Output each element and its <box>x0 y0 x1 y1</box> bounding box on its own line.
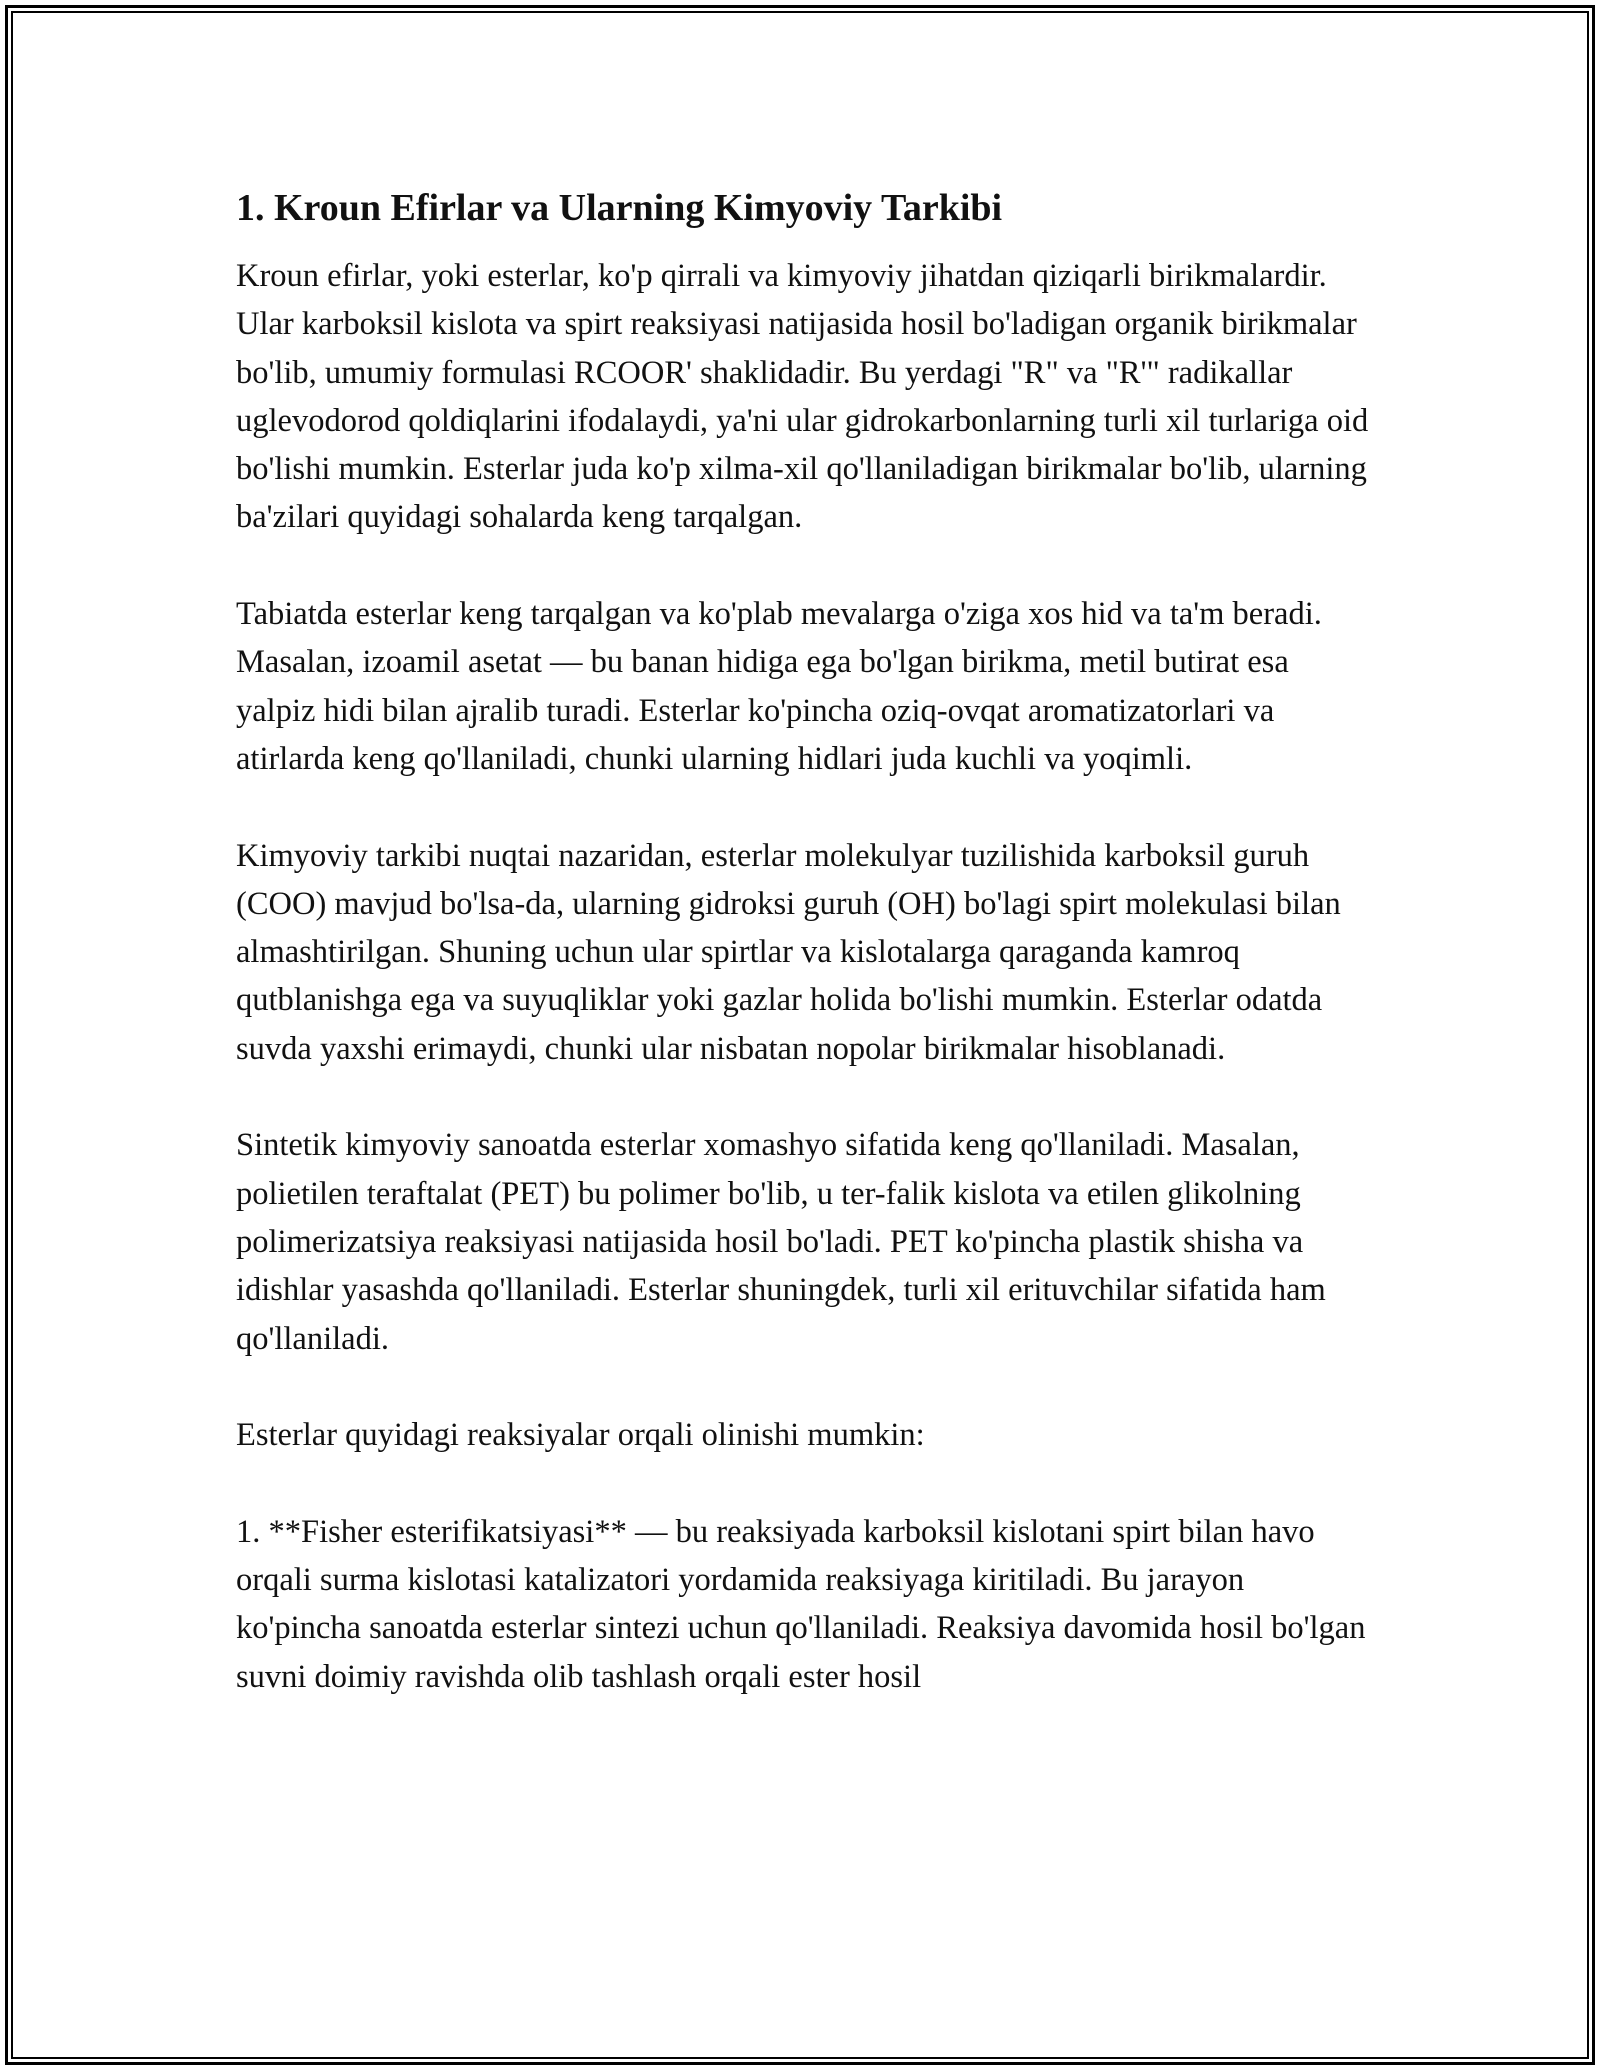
paragraph-intro: Kroun efirlar, yoki esterlar, ko'p qirrali va kimyoviy jihatdan qiziqarli birikmalardir. Ular karboksil kislota va spirt reaksiyasi natijasida hosil bo'ladigan organik birikmalar bo'lib, umumiy formulasi RCOOR' shaklidadir. Bu yerdagi "R" va "R'" radikallar uglevodorod qoldiqlarini ifodalaydi, ya'ni ular gidrokarbonlarning turli xil turlariga oid bo'lishi mumkin. Esterlar juda ko'p xilma-xil qo'llaniladigan birikmalar bo'lib, ularning ba'zilari quyidagi sohalarda keng tarqalgan. <box>236 258 1369 536</box>
document-page <box>236 185 1376 1749</box>
paragraph-reactions-intro: Esterlar quyidagi reaksiyalar orqali olinishi mumkin: <box>236 1417 925 1454</box>
paragraph-industry: Sintetik kimyoviy sanoatda esterlar xomashyo sifatida keng qo'llaniladi. Masalan, polietilen teraftalat (PET) bu polimer bo'lib, u ter-falik kislota va etilen glikolning polimerizatsiya reaksiyasi natijasida hosil bo'ladi. PET ko'pincha plastik shisha va idishlar yasashda qo'llaniladi. Esterlar shuningdek, turli xil erituvchilar sifatida ham qo'llaniladi. <box>236 1127 1326 1357</box>
section-heading: 1. Kroun Efirlar va Ularning Kimyoviy Tarkibi <box>236 187 1003 229</box>
paragraph-chemical-structure: Kimyoviy tarkibi nuqtai nazaridan, esterlar molekulyar tuzilishida karboksil guruh (COO) mavjud bo'lsa-da, ularning gidroksi guruh (OH) bo'lagi spirt molekulasi bilan almashtirilgan. Shuning uchun ular spirtlar va kislotalarga qaraganda kamroq qutblanishga ega va suyuqliklar yoki gazlar holida bo'lishi mumkin. Esterlar odatda suvda yaxshi erimaydi, chunki ular nisbatan nopolar birikmalar hisoblanadi. <box>236 837 1341 1067</box>
paragraph-nature: Tabiatda esterlar keng tarqalgan va ko'plab mevalarga o'ziga xos hid va ta'm beradi. Masalan, izoamil asetat — bu banan hidiga ega bo'lgan birikma, metil butirat esa yalpiz hidi bilan ajralib turadi. Esterlar ko'pincha oziq-ovqat aromatizatorlari va atirlarda keng qo'llaniladi, chunki ularning hidlari juda kuchli va yoqimli. <box>236 596 1322 777</box>
paragraph-fisher-esterification: 1. **Fisher esterifikatsiyasi** — bu reaksiyada karboksil kislotani spirt bilan havo orqali surma kislotasi katalizatori yordamida reaksiyaga kiritiladi. Bu jarayon ko'pincha sanoatda esterlar sintezi uchun qo'llaniladi. Reaksiya davomida hosil bo'lgan suvni doimiy ravishda olib tashlash orqali ester hosil <box>236 1513 1366 1695</box>
